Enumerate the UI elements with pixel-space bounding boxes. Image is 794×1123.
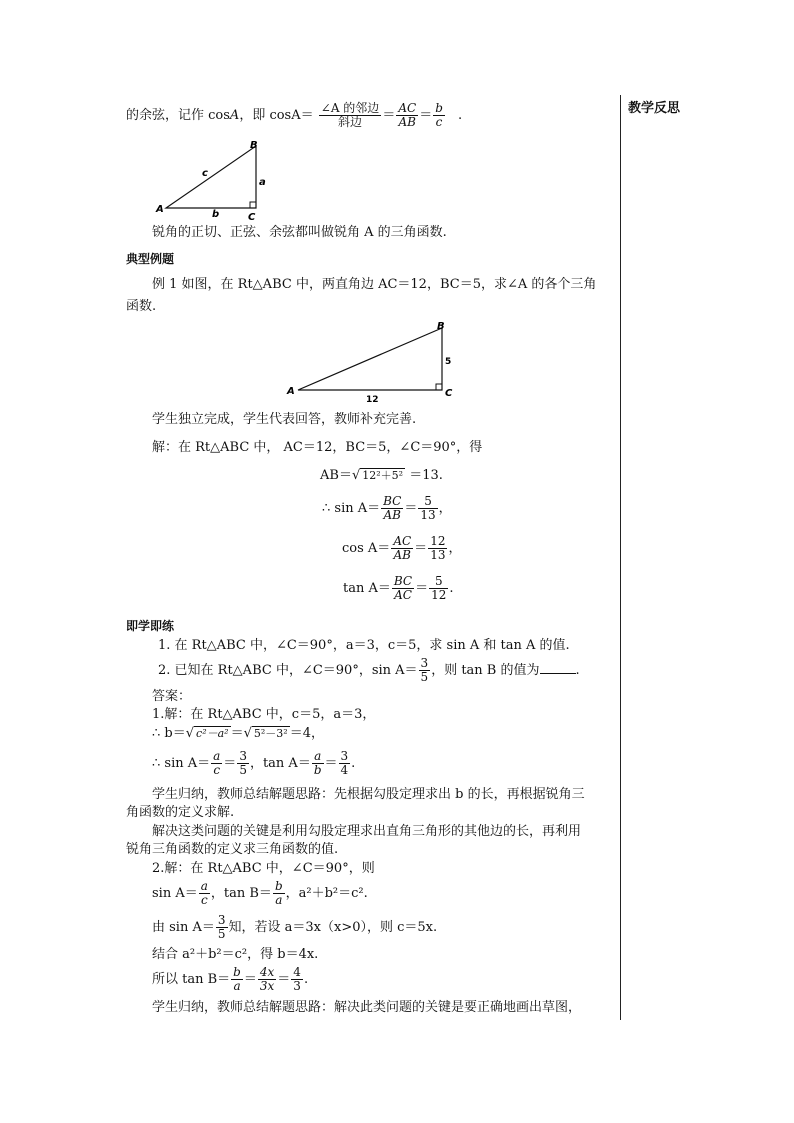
side-ac-label: 12	[366, 395, 379, 404]
cos-eq: A＝	[291, 108, 314, 123]
cos-calculation: cos A＝ $\frac{AC}{AB}$ ＝ $\frac{12}{13}$ ，	[342, 534, 462, 562]
summary2: 学生归纳，教师总结解题思路：解决此类问题的关键是要正确地画出草图，	[152, 1000, 582, 1015]
example1-line1: 例 1 如图，在 Rt△ABC 中，两直角边 AC＝12，BC＝5，求∠A 的各个三角	[152, 277, 597, 292]
definition-line: 锐角的正切、正弦、余弦都叫做锐角 A 的三角函数.	[152, 225, 447, 240]
answer1-line1: 1.解：在 Rt△ABC 中，c＝5，a＝3，	[152, 707, 376, 722]
summary1-line1: 学生归纳，教师总结解题思路：先根据勾股定理求出 b 的长，再根据锐角三	[152, 787, 585, 802]
answer2-line3: 由 sin A＝ $\frac{3}{5}$ 知，若设 a＝3x（x>0），则 c＝5x.	[152, 913, 438, 941]
cos-definition: 的余弦，记作 cosA，即 cosA＝ $\frac{\text{∠A 的邻边}}{\text{斜边}}$ ＝ $\frac{AC}{AB}$ ＝ $\frac{b}{c}$ .	[126, 101, 463, 129]
vertex-b-label: B	[250, 140, 258, 151]
cos-fraction-words: $\frac{\text{∠A 的邻边}}{\text{斜边}}$	[320, 101, 380, 129]
solution-line1: 解：在 Rt△ABC 中， AC＝12，BC＝5，∠C＝90°，得	[152, 440, 483, 455]
vertex-c-label: C	[248, 212, 256, 220]
section-heading-examples: 典型例题	[126, 252, 175, 266]
cos-text-prefix: 的余弦，记作 cos	[126, 108, 230, 123]
practice-question-1: 1. 在 Rt△ABC 中，∠C＝90°，a＝3，c＝5，求 sin A 和 tan A 的值.	[158, 638, 570, 653]
answer2-line5: 所以 tan B＝ $\frac{b}{a}$ ＝ $\frac{4x}{3x}$ ＝ $\frac{4}{3}$ .	[152, 965, 309, 993]
answer-label: 答案：	[152, 689, 192, 704]
sin-calculation: ∴ sin A＝ $\frac{BC}{AB}$ ＝ $\frac{5}{13}$ ，	[322, 494, 452, 522]
vertex-b-label: B	[437, 321, 445, 332]
sidebar-title: 教学反思	[628, 101, 681, 116]
vertex-a-label: A	[287, 386, 295, 397]
answer2-line4: 结合 a²＋b²＝c²，得 b＝4x.	[152, 947, 319, 962]
answer2-line2: sin A＝ $\frac{a}{c}$ ，tan B＝ $\frac{b}{a}$ ，a²＋b²＝c².	[152, 879, 368, 907]
triangle-diagram-2	[282, 318, 462, 404]
side-c-label: c	[202, 168, 208, 179]
key-line1: 解决这类问题的关键是利用勾股定理求出直角三角形的其他边的长，再利用	[152, 824, 582, 839]
cos-tail: .	[458, 108, 463, 123]
cos-text-mid: ，即 cos	[239, 108, 292, 123]
practice-question-2: 2. 已知在 Rt△ABC 中，∠C＝90°，sin A＝ $\frac{3}{5}$ ，则 tan B 的值为 .	[158, 656, 580, 684]
solution-intro: 学生独立完成，学生代表回答，教师补充完善.	[152, 412, 417, 427]
vertex-a-label: A	[156, 204, 164, 215]
column-divider	[620, 95, 621, 1020]
side-b-label: b	[212, 209, 220, 220]
section-heading-practice: 即学即练	[126, 619, 175, 633]
answer2-line1: 2.解：在 Rt△ABC 中，∠C＝90°，则	[152, 861, 375, 876]
cos-fraction-letters: $\frac{b}{c}$	[435, 101, 443, 129]
key-line2: 锐角三角函数的定义求三角函数的值.	[126, 842, 339, 857]
side-bc-label: 5	[445, 357, 452, 367]
side-a-label: a	[259, 177, 266, 188]
triangle-diagram-1	[150, 138, 270, 220]
answer-blank	[540, 661, 576, 674]
answer1-line2: ∴ b＝√ c²－a² ＝√ 5²－3² ＝4，	[152, 726, 324, 741]
cos-var: A	[229, 108, 240, 123]
cos-fraction-sides: $\frac{AC}{AB}$	[398, 101, 417, 129]
example1-line2: 函数.	[126, 299, 157, 314]
summary1-line2: 角函数的定义求解.	[126, 805, 235, 820]
answer1-line3: ∴ sin A＝ $\frac{a}{c}$ ＝ $\frac{3}{5}$ ，tan A＝ $\frac{a}{b}$ ＝ $\frac{3}{4}$ .	[152, 749, 356, 777]
ab-calculation: AB＝√ 12²＋5² ＝13.	[320, 468, 443, 483]
vertex-c-label: C	[445, 388, 453, 399]
tan-calculation: tan A＝ $\frac{BC}{AC}$ ＝ $\frac{5}{12}$ .	[343, 574, 454, 602]
